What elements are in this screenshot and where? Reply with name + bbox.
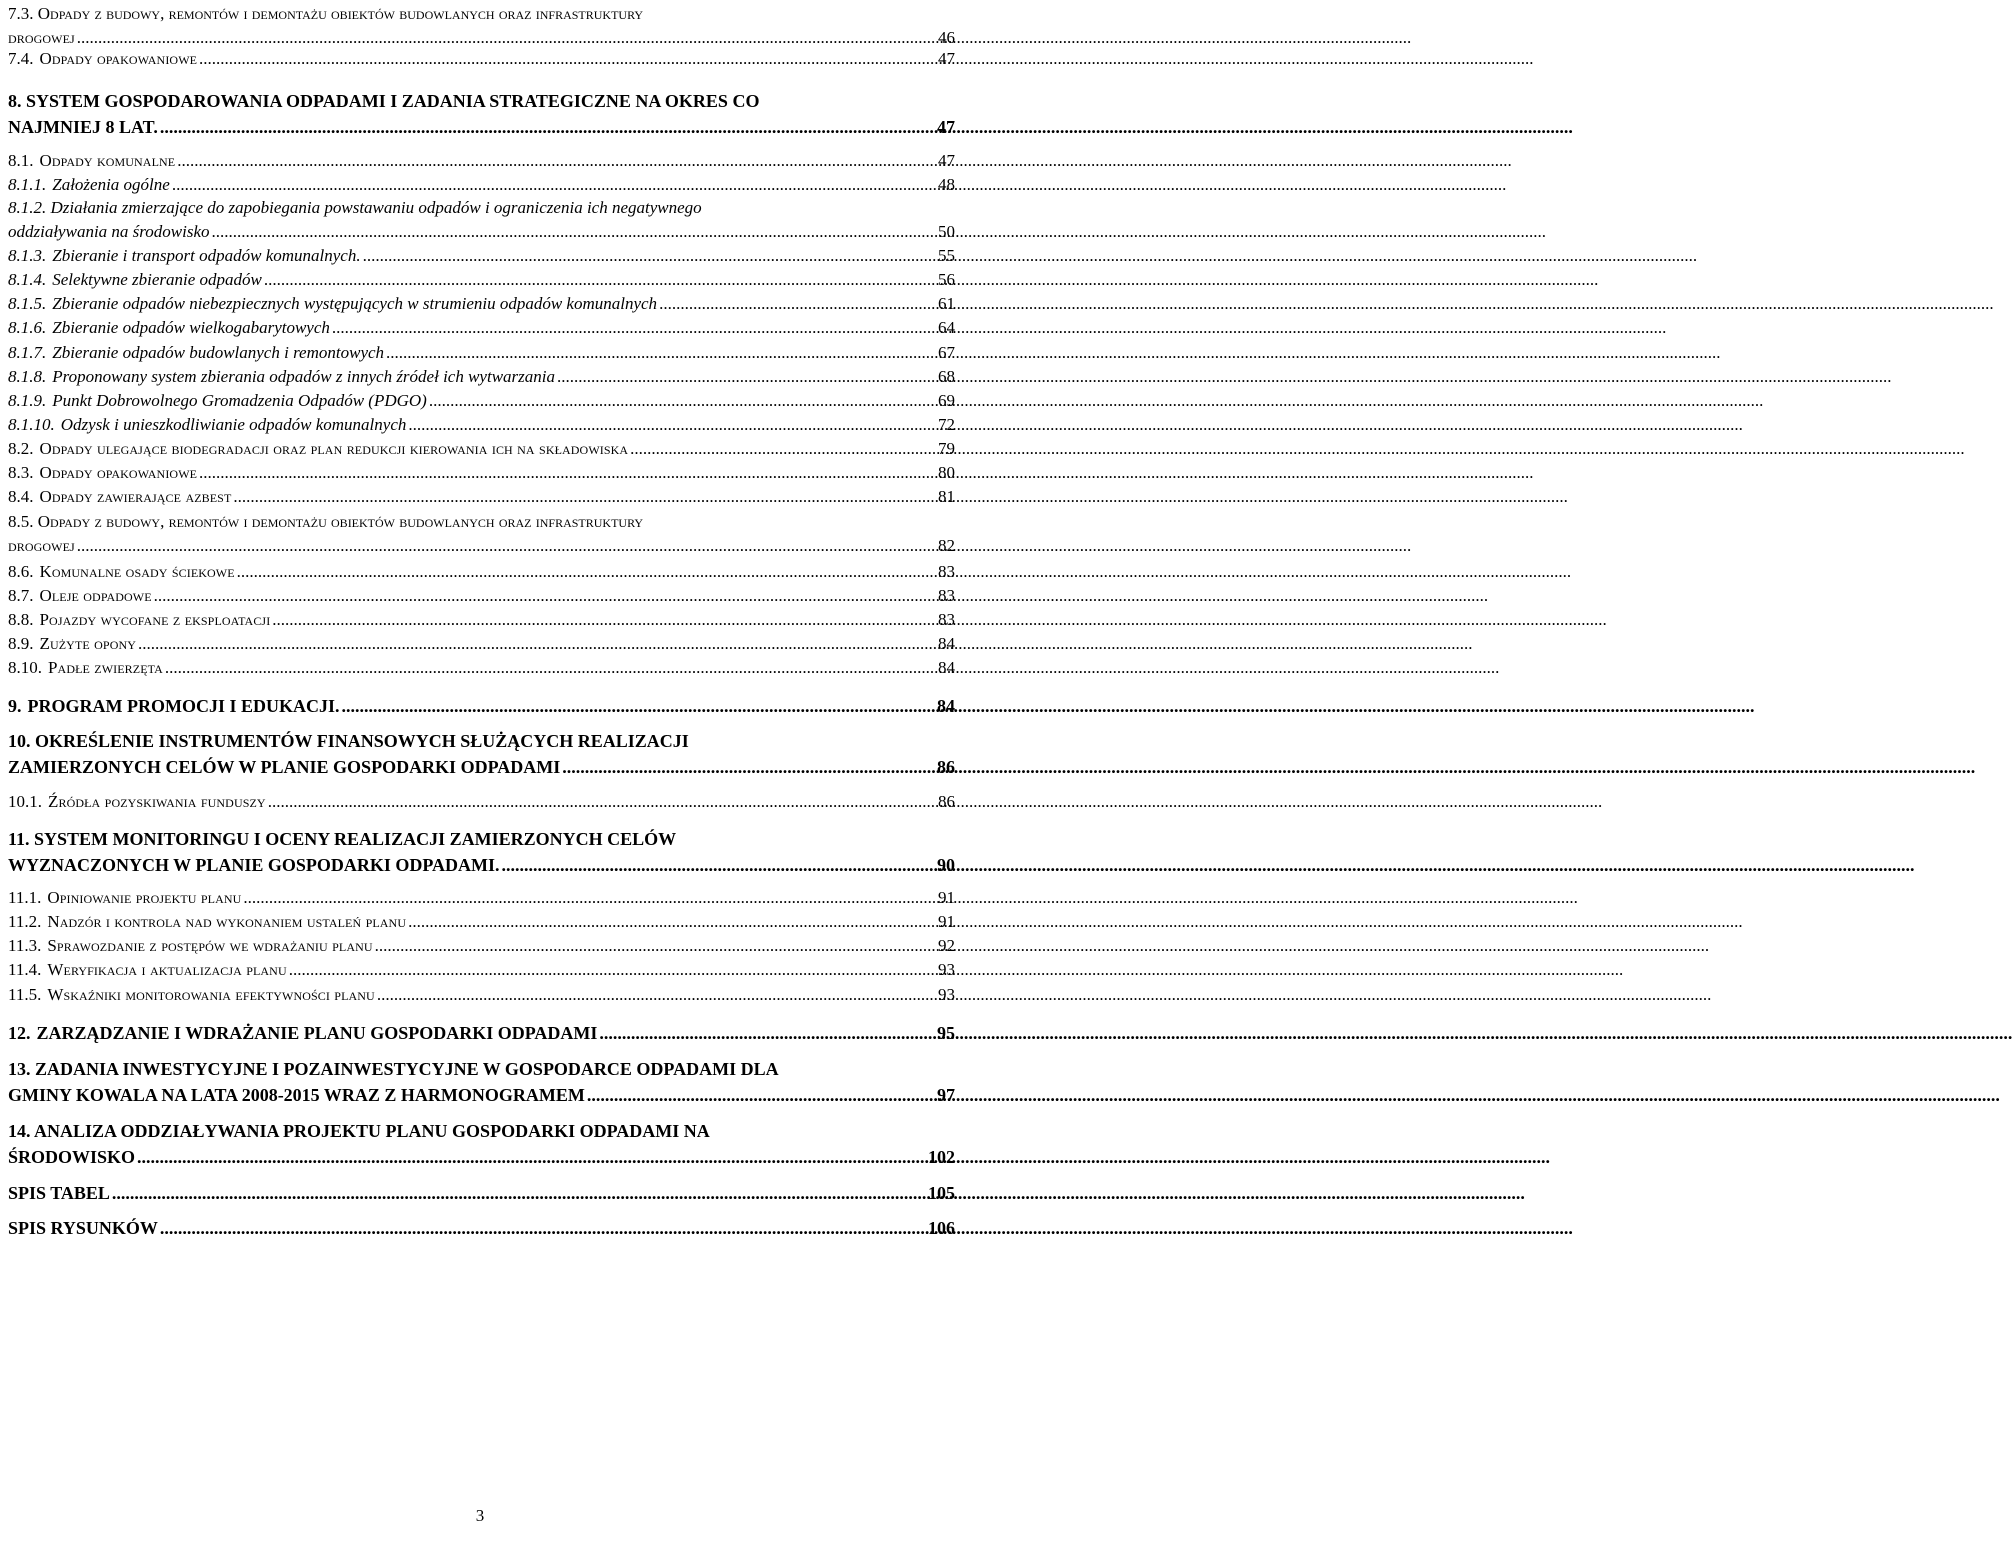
toc-entry-title: Nadzór i kontrola nad wykonaniem ustaleń planu [47,912,407,931]
toc-entry-number: 11.1. [8,888,42,907]
dot-leader [599,1020,935,1046]
toc-entry[interactable] [8,1215,955,1241]
toc-entry-title: Odpady opakowaniowe [39,49,198,68]
toc-entry-title: Odpady opakowaniowe [39,463,198,482]
toc-entry-page: 84 [937,696,955,716]
toc-entry-title: Sprawozdanie z postępów we wdrażaniu planu [47,936,373,955]
toc-entry-number: 8.1.3. [8,246,47,265]
dot-leader [154,584,936,608]
toc-entry[interactable] [8,886,955,910]
toc-entry-number: 8.2. [8,439,34,458]
toc-entry[interactable] [8,790,955,814]
toc-entry-title: Punkt Dobrowolnego Gromadzenia Odpadów (PDGO) [52,391,427,410]
toc-entry-number: 8.1.6. [8,318,47,337]
toc-entry[interactable] [8,608,955,632]
toc-entry-number: 12. [8,1023,31,1043]
toc-entry[interactable] [8,584,955,608]
toc-entry-page: 47 [938,49,955,68]
dot-leader [137,1144,926,1170]
toc-entry-page: 86 [937,757,955,777]
toc-entry-page: 69 [938,391,955,410]
toc-entry[interactable] [8,173,955,197]
toc-entry[interactable] [8,1180,955,1206]
dot-leader [386,341,936,365]
toc-entry-title-line1: 10. OKREŚLENIE INSTRUMENTÓW FINANSOWYCH SŁUŻĄCYCH REALIZACJI [8,731,689,751]
toc-entry-title: Komunalne osady ściekowe [39,562,235,581]
toc-entry[interactable] [8,934,955,958]
toc-entry-page: 46 [938,28,955,47]
dot-leader [272,608,936,632]
toc-entry-title: Odpady zawierające azbest [39,487,232,506]
toc-entry-title-line2: drogowej [8,28,75,47]
toc-entry-page: 102 [928,1147,955,1167]
toc-entry-number: 8.7. [8,586,34,605]
toc-entry-page: 82 [938,536,955,555]
toc-entry-title-line1: 8.1.2. Działania zmierzające do zapobiegania powstawaniu odpadów i ograniczenia ich negatywnego [8,198,702,217]
dot-leader [199,47,936,71]
toc-entry[interactable] [8,88,955,140]
toc-entry-title-line2: oddziaływania na środowisko [8,222,210,241]
toc-entry-number: 10.1. [8,792,42,811]
toc-entry[interactable] [8,244,955,268]
dot-leader [233,485,936,509]
toc-entry[interactable] [8,1020,955,1046]
toc-entry-title: Wskaźniki monitorowania efektywności planu [47,985,375,1004]
dot-leader [160,114,935,140]
dot-leader [160,1215,926,1241]
toc-entry-page: 67 [938,343,955,362]
toc-entry-title: PROGRAM PROMOCJI I EDUKACJI. [27,696,340,716]
toc-entry-title: Założenia ogólne [52,175,170,194]
toc-entry-number: 8.8. [8,610,34,629]
toc-entry-number: 11.5. [8,985,42,1004]
toc-entry-page: 86 [938,792,955,811]
dot-leader [237,560,936,584]
toc-entry-page: 56 [938,270,955,289]
toc-entry-page: 83 [938,586,955,605]
toc-entry-page: 91 [938,912,955,931]
toc-entry-number: 8.3. [8,463,34,482]
toc-entry-title-line2: drogowej [8,536,75,555]
toc-entry-title: Weryfikacja i aktualizacja planu [47,960,287,979]
toc-entry-title: SPIS TABEL [8,1183,110,1203]
toc-entry-title: Źródła pozyskiwania funduszy [48,792,266,811]
toc-entry-title: Zbieranie odpadów niebezpiecznych występujących w strumieniu odpadów komunalnych [52,294,658,313]
toc-entry-title-line1: 8.5. Odpady z budowy, remontów i demontażu obiektów budowlanych oraz infrastruktury [8,512,644,531]
toc-entry[interactable] [8,560,955,584]
toc-entry-title-line1: 8. SYSTEM GOSPODAROWANIA ODPADAMI I ZADANIA STRATEGICZNE NA OKRES CO [8,91,760,111]
toc-entry[interactable] [8,196,955,244]
toc-entry-title-line2: GMINY KOWALA NA LATA 2008-2015 WRAZ Z HARMONOGRAMEM [8,1085,585,1105]
dot-leader [212,220,937,244]
toc-entry-title-line1: 14. ANALIZA ODDZIAŁYWANIA PROJEKTU PLANU GOSPODARKI ODPADAMI NA [8,1121,710,1141]
toc-entry-page: 84 [938,634,955,653]
toc-entry-title: Zużyte opony [39,634,136,653]
toc-entry[interactable] [8,958,955,982]
toc-entry[interactable] [8,2,955,50]
dot-leader [408,413,936,437]
toc-entry-number: 8.1.5. [8,294,47,313]
dot-leader [429,389,936,413]
dot-leader [243,886,936,910]
toc-entry[interactable] [8,983,955,1007]
toc-entry[interactable] [8,728,955,780]
toc-entry-number: 11.2. [8,912,42,931]
toc-entry-page: 80 [938,463,955,482]
dot-leader [377,983,936,1007]
toc-entry[interactable] [8,485,955,509]
toc-entry-title-line2: WYZNACZONYCH W PLANIE GOSPODARKI ODPADAMI. [8,855,500,875]
dot-leader [363,244,936,268]
toc-entry-title: Oleje odpadowe [39,586,152,605]
toc-entry-title-line1: 11. SYSTEM MONITORINGU I OCENY REALIZACJI ZAMIERZONYCH CELÓW [8,829,677,849]
dot-leader [557,365,936,389]
dot-leader [562,754,935,780]
toc-entry-number: 8.1.4. [8,270,47,289]
toc-entry-title: Proponowany system zbierania odpadów z innych źródeł ich wytwarzania [52,367,555,386]
toc-entry[interactable] [8,365,955,389]
toc-entry-number: 8.9. [8,634,34,653]
dot-leader [199,461,936,485]
toc-entry-number: 11.3. [8,936,42,955]
toc-entry-number: 8.1.9. [8,391,47,410]
toc-entry-page: 72 [938,415,955,434]
toc-entry-number: 9. [8,696,22,716]
toc-entry-page: 50 [938,222,955,241]
toc-entry-title-line1: 7.3. Odpady z budowy, remontów i demontażu obiektów budowlanych oraz infrastruktury [8,4,644,23]
toc-entry-title: Odpady komunalne [39,151,176,170]
toc-entry-number: 7.4. [8,49,34,68]
toc-entry[interactable] [8,461,955,485]
toc-entry-page: 97 [937,1085,955,1105]
toc-entry[interactable] [8,149,955,173]
toc-entry-title: SPIS RYSUNKÓW [8,1218,158,1238]
toc-entry-page: 93 [938,960,955,979]
toc-entry[interactable] [8,656,955,680]
toc-entry-title: Opiniowanie projektu planu [47,888,242,907]
toc-entry[interactable] [8,693,955,719]
toc-entry-page: 106 [928,1218,955,1238]
toc-entry[interactable] [8,1118,955,1170]
page-number: 3 [475,1506,485,1525]
toc-entry-page: 64 [938,318,955,337]
toc-entry-title: Odzysk i unieszkodliwianie odpadów komunalnych [60,415,407,434]
toc-entry-page: 91 [938,888,955,907]
toc-entry-number: 8.1.10. [8,415,55,434]
toc-entry[interactable] [8,1056,955,1108]
toc-entry-page: 93 [938,985,955,1004]
toc-entry[interactable] [8,510,955,558]
toc-entry[interactable] [8,292,955,316]
toc-entry-page: 47 [937,117,955,137]
dot-leader [502,852,935,878]
toc-entry[interactable] [8,341,955,365]
dot-leader [587,1082,935,1108]
toc-entry-title-line2: NAJMNIEJ 8 LAT. [8,117,158,137]
toc-entry-page: 68 [938,367,955,386]
dot-leader [659,292,936,316]
toc-entry-page: 95 [937,1023,955,1043]
dot-leader [332,316,936,340]
dot-leader [342,693,936,719]
toc-entry-page: 83 [938,562,955,581]
toc-entry-title: ZARZĄDZANIE I WDRAŻANIE PLANU GOSPODARKI ODPADAMI [36,1023,598,1043]
toc-entry-page: 48 [938,175,955,194]
toc-entry[interactable] [8,413,955,437]
toc-entry-page: 47 [938,151,955,170]
toc-entry-page: 81 [938,487,955,506]
dot-leader [177,149,936,173]
toc-entry-page: 61 [938,294,955,313]
dot-leader [408,910,936,934]
toc-entry[interactable] [8,389,955,413]
toc-entry-title: Zbieranie i transport odpadów komunalnych. [52,246,361,265]
toc-entry-title: Padłe zwierzęta [48,658,163,677]
toc-entry-page: 92 [938,936,955,955]
toc-entry[interactable] [8,826,955,878]
toc-entry-number: 8.1.7. [8,343,47,362]
toc-entry-title: Zbieranie odpadów wielkogabarytowych [52,318,330,337]
dot-leader [264,268,936,292]
toc-entry[interactable] [8,632,955,656]
dot-leader [138,632,936,656]
toc-entry-number: 11.4. [8,960,42,979]
dot-leader [375,934,936,958]
toc-entry-title: Selektywne zbieranie odpadów [52,270,262,289]
dot-leader [630,437,936,461]
dot-leader [172,173,936,197]
toc-entry-page: 90 [937,855,955,875]
toc-entry-title: Zbieranie odpadów budowlanych i remontowych [52,343,385,362]
toc-entry-number: 8.10. [8,658,42,677]
dot-leader [289,958,936,982]
toc-entry-page: 84 [938,658,955,677]
toc-entry[interactable] [8,910,955,934]
toc-entry[interactable] [8,316,955,340]
toc-entry-page: 79 [938,439,955,458]
toc-entry-page: 83 [938,610,955,629]
toc-entry[interactable] [8,268,955,292]
dot-leader [112,1180,926,1206]
toc-entry-number: 8.4. [8,487,34,506]
dot-leader [268,790,936,814]
toc-entry-title-line1: 13. ZADANIA INWESTYCYJNE I POZAINWESTYCYJNE W GOSPODARCE ODPADAMI DLA [8,1059,779,1079]
toc-entry[interactable] [8,437,955,461]
dot-leader [77,534,936,558]
toc-entry-page: 55 [938,246,955,265]
toc-entry-number: 8.1.1. [8,175,47,194]
toc-entry-number: 8.1. [8,151,34,170]
toc-entry-number: 8.6. [8,562,34,581]
toc-entry-title-line2: ŚRODOWISKO [8,1147,136,1167]
toc-entry-number: 8.1.8. [8,367,47,386]
toc-entry-title-line2: ZAMIERZONYCH CELÓW W PLANIE GOSPODARKI ODPADAMI [8,757,561,777]
toc-entry-title: Odpady ulegające biodegradacji oraz plan redukcji kierowania ich na składowiska [39,439,629,458]
toc-entry-title: Pojazdy wycofane z eksploatacji [39,610,271,629]
toc-entry[interactable] [8,47,955,71]
toc-entry-page: 105 [928,1183,955,1203]
dot-leader [165,656,936,680]
